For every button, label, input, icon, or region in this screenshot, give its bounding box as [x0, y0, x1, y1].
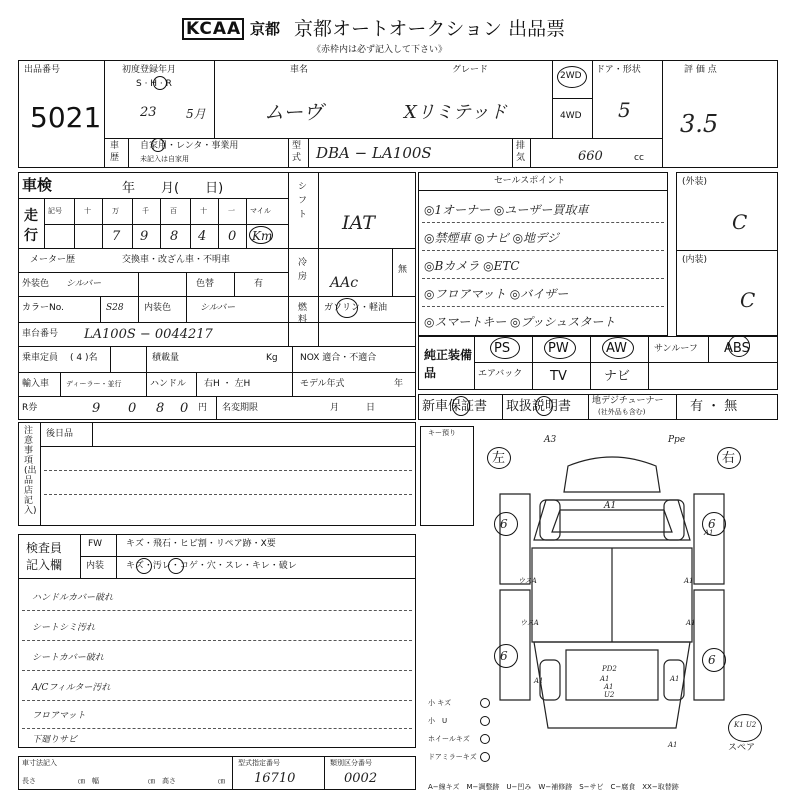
mileage-col: マイル — [250, 207, 271, 215]
era-options: S · H · R — [136, 79, 172, 89]
first-reg-label: 初度登録年月 — [122, 65, 177, 75]
length-unit: ㎝ — [78, 777, 85, 785]
legend-small: ドアミラーキズ — [428, 753, 477, 761]
remark: A/Cフィルター汚れ — [32, 683, 111, 693]
score-label: 評 価 点 — [684, 65, 717, 75]
dmg-mark: 6 — [708, 653, 716, 667]
width-label: 幅 — [92, 777, 99, 785]
class-num-label: 類別区分番号 — [330, 759, 372, 767]
chassis-value: LA100S − 0044217 — [84, 327, 213, 342]
model-value: DBA − LA100S — [316, 144, 432, 162]
height-unit: ㎝ — [218, 777, 225, 785]
spare-mark: K1 U2 — [734, 721, 757, 729]
chassis-label: 車台番号 — [22, 329, 59, 339]
legend-dot — [480, 752, 490, 762]
mileage-digit: 0 — [228, 229, 237, 244]
width-unit: ㎝ — [148, 777, 155, 785]
model-year-label: モデル年式 — [300, 379, 345, 389]
int-label: 内装 — [86, 561, 105, 571]
remark: 下廻りサビ — [32, 735, 78, 745]
int-color-label: 内装色 — [144, 303, 172, 313]
dmg-mark: A1 — [704, 529, 714, 537]
dmg-mark: U2 — [604, 691, 615, 699]
rtax-digit: 0 — [180, 401, 189, 416]
equip-sunroof: サンルーフ — [654, 344, 698, 354]
remark: ハンドルカバー破れ — [32, 593, 114, 603]
lot-number: 5021 — [30, 101, 102, 134]
class-num: 0002 — [344, 771, 378, 786]
nox-label: NOX 適合・不適合 — [300, 353, 377, 363]
meter-options: 交換車・改ざん車・不明車 — [122, 255, 231, 265]
rtax-digit: 8 — [156, 401, 165, 416]
mileage-col: 千 — [142, 207, 149, 215]
legend-dot — [480, 716, 490, 726]
remark: シートシミ汚れ — [32, 623, 96, 633]
dmg-mark: 6 — [708, 517, 716, 531]
drive-2wd: 2WD — [560, 71, 582, 81]
dmg-mark: A1 — [668, 741, 678, 749]
equip-ps: PS — [494, 341, 511, 356]
model-year-unit: 年 — [394, 379, 404, 389]
tuner-yesno: 有 ・ 無 — [690, 399, 738, 414]
sales-point: ◎スマートキー ◎プッシュスタート — [424, 315, 616, 329]
inspection-fields: 年 月( 日) — [122, 181, 224, 196]
sales-point: ◎1オーナー ◎ユーザー買取車 — [424, 203, 589, 217]
ac-value: AAc — [330, 275, 359, 291]
equipment-label: 純正装備品 — [424, 348, 473, 380]
fw-label: FW — [88, 539, 103, 549]
mileage-col: 万 — [112, 207, 119, 215]
legend-dot — [480, 698, 490, 708]
new-car-warranty: 新車保証書 — [422, 399, 488, 414]
disp-label: 排気 — [516, 141, 526, 163]
capacity-label: 乗車定員 — [22, 353, 59, 363]
manual: 取扱説明書 — [506, 399, 572, 414]
score-value: 3.5 — [680, 110, 719, 138]
after-items: 後日品 — [46, 429, 74, 439]
dmg-mark: A3 — [544, 435, 557, 445]
dmg-mark: A1 — [600, 675, 610, 683]
color-no: S28 — [106, 303, 124, 313]
color-no-label: カラーNo. — [22, 303, 64, 313]
key-label: キー預り — [428, 429, 456, 437]
tuner: 地デジチューナー — [592, 396, 664, 406]
shift-value: IAT — [342, 212, 375, 234]
ext-color-label: 外装色 — [22, 279, 50, 289]
side-left: 左 — [492, 451, 506, 466]
rtax-unit: 円 — [198, 403, 208, 413]
dmg-mark: PD2 — [602, 665, 617, 673]
notes-label: 注意事項(出品店記入) — [24, 426, 37, 516]
capacity-value: ( 4 )名 — [70, 353, 98, 363]
lot-label: 出品番号 — [24, 65, 61, 75]
inspector-label: 検査員記入欄 — [26, 541, 63, 572]
sales-point: ◎禁煙車 ◎ナビ ◎地デジ — [424, 231, 559, 245]
mileage-col: 十 — [84, 207, 91, 215]
legend-bottom: A−線キズ M−調整跡 U−凹み W−補修跡 S−サビ C−腐食 XX−取替跡 — [428, 783, 679, 791]
load-label: 積載量 — [152, 353, 180, 363]
height-label: 高さ — [162, 777, 176, 785]
inspection-label: 車検 — [22, 176, 53, 194]
mileage-digit: 8 — [170, 229, 179, 244]
page-title: 京都オートオークション 出品票 — [294, 18, 566, 40]
legend-dot — [480, 734, 490, 744]
model-label: 型式 — [292, 141, 302, 163]
dmg-mark: A1 — [670, 675, 680, 683]
tuner-note: (社外品も含む) — [598, 408, 646, 416]
logo: KCAA — [186, 19, 242, 39]
shift-label: シフト — [298, 182, 308, 220]
handle-label: ハンドル — [150, 379, 187, 389]
int-grade-label: (内装) — [682, 255, 708, 265]
mileage-col: 記号 — [48, 207, 62, 215]
rtax-digit: 0 — [128, 401, 137, 416]
equip-tv: TV — [550, 369, 567, 384]
reg-month: 5月 — [186, 107, 206, 121]
dmg-mark: A1 — [604, 683, 614, 691]
type-num-label: 型式指定番号 — [238, 759, 280, 767]
dmg-mark: 6 — [500, 649, 508, 663]
remark: シートカバー破れ — [32, 653, 104, 663]
side-right: 右 — [722, 451, 736, 466]
equip-aw: AW — [606, 341, 628, 356]
meter-label: メーター歴 — [30, 255, 76, 265]
car-name: ムーヴ — [264, 100, 323, 124]
dmg-mark: Ppe — [668, 435, 686, 445]
dmg-mark: A1 — [534, 677, 544, 685]
fuel-label: 燃料 — [298, 303, 308, 325]
dealer-options: ディーラー・並行 — [66, 380, 122, 388]
history-options: 自家用・レンタ・事業用 — [140, 141, 239, 151]
spare-label: スペア — [728, 743, 756, 753]
sales-title: セールスポイント — [494, 176, 566, 186]
legend-small: 小 U — [428, 717, 448, 725]
door-value: 5 — [618, 98, 631, 122]
logo-sub: 京都 — [250, 20, 281, 38]
mileage-digit: 9 — [140, 229, 149, 244]
mileage-unit: Km — [252, 229, 273, 243]
ext-grade-label: (外装) — [682, 177, 708, 187]
history-label: 車歴 — [110, 141, 120, 163]
history-note: 未記入は自家用 — [140, 155, 189, 163]
dmg-mark: ウスA — [518, 577, 537, 585]
legend-small: ホイールキズ — [428, 735, 470, 743]
color-change: 有 — [254, 279, 264, 289]
name-change: 月 日 — [330, 403, 376, 413]
dmg-mark: A1 — [684, 577, 694, 585]
ac-label: 冷房 — [298, 258, 308, 282]
length-label: 長さ — [22, 777, 36, 785]
ext-grade: C — [732, 210, 748, 234]
grade-label: グレード — [452, 65, 489, 75]
dmg-mark: 6 — [500, 517, 508, 531]
fw-options: キズ・飛石・ヒビ割・リペア跡・X要 — [126, 539, 276, 549]
sales-point: ◎フロアマット ◎バイザー — [424, 287, 569, 301]
ext-color: シルバー — [66, 279, 102, 289]
mileage-digit: 7 — [112, 229, 121, 244]
mileage-label: 走行 — [24, 208, 38, 244]
rtax-digit: 9 — [92, 401, 101, 416]
door-label: ドア・形状 — [596, 65, 641, 75]
sales-point: ◎Bカメラ ◎ETC — [424, 259, 520, 273]
int-options: キズ・汚レ・コゲ・穴・スレ・キレ・破レ — [126, 561, 297, 571]
equip-abs: ABS — [724, 341, 750, 356]
car-name-label: 車名 — [290, 65, 309, 75]
int-grade: C — [740, 288, 756, 312]
equip-airbag: エアバック — [478, 369, 523, 379]
load-unit: Kg — [266, 353, 278, 363]
int-color: シルバー — [200, 303, 236, 313]
fuel-options: ガソリン・軽油 — [324, 303, 388, 313]
reg-year: 23 — [140, 105, 157, 120]
mileage-digit: 4 — [198, 229, 207, 244]
grade-value: Xリミテッド — [404, 102, 507, 123]
mileage-col: 百 — [170, 207, 177, 215]
rtax-label: R券 — [22, 403, 38, 413]
dmg-mark: ウスA — [520, 619, 539, 627]
equip-navi: ナビ — [604, 369, 631, 384]
equip-pw: PW — [548, 341, 569, 356]
type-num: 16710 — [254, 771, 296, 786]
ac-none: 無 — [398, 265, 408, 275]
import-label: 輸入車 — [22, 379, 50, 389]
handle-options: 右H ・ 左H — [204, 379, 251, 389]
dmg-mark: A1 — [686, 619, 696, 627]
dmg-mark: A1 — [604, 501, 617, 511]
disp-value: 660 — [578, 149, 603, 164]
color-change-label: 色替 — [196, 279, 215, 289]
drive-4wd: 4WD — [560, 111, 582, 121]
size-label: 車寸法記入 — [22, 759, 57, 767]
disp-unit: cc — [634, 153, 644, 163]
mileage-col: 十 — [200, 207, 207, 215]
mileage-col: 一 — [228, 207, 235, 215]
page-note: 《赤枠内は必ず記入して下さい》 — [312, 45, 448, 55]
legend-small: 小 キズ — [428, 699, 452, 707]
name-change-label: 名変期限 — [222, 403, 259, 413]
remark: フロアマット — [32, 711, 86, 721]
